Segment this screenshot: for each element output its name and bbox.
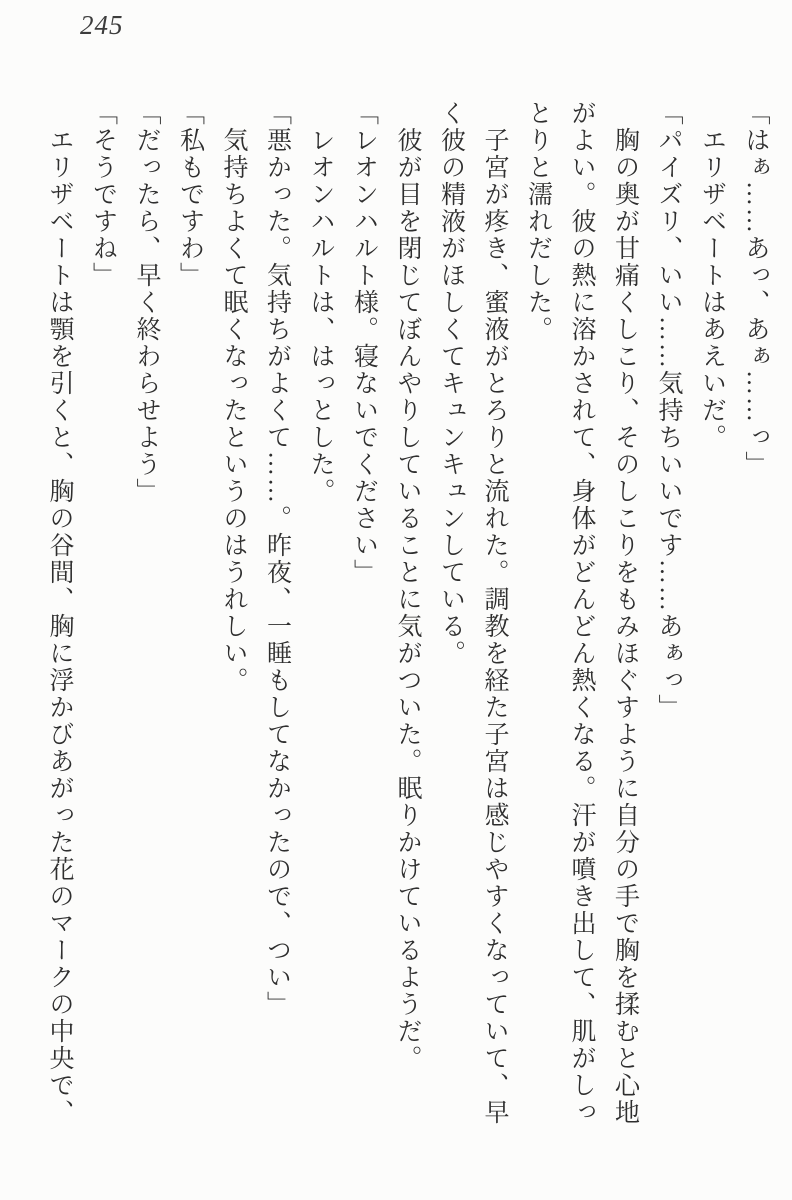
text-line: エリザベートは顎を引くと、胸の谷間、胸に浮かびあがった花のマークの中央で、 [46, 127, 73, 1126]
text-line: 彼が目を閉じてぼんやりしていることに気がついた。眠りかけているようだ。 [394, 127, 421, 1072]
text-line: とりと濡れだした。 [524, 100, 552, 343]
text-block [38, 100, 778, 1140]
text-line: 子宮が疼き、蜜液がとろりと流れた。調教を経た子宮は感じやすくなっていて、早 [481, 127, 508, 1126]
text-line: く彼の精液がほしくてキュンキュンしている。 [437, 100, 465, 667]
text-line: 「レオンハルト様。寝ないでください」 [350, 100, 378, 586]
text-line: 「パイズリ、いい……気持ちいいです……あぁっ」 [655, 100, 682, 721]
text-line: 「だったら、早く終わらせよう」 [133, 100, 160, 505]
text-line: 「そうですね」 [89, 100, 117, 289]
text-line: レオンハルトは、はっとした。 [307, 127, 334, 505]
text-line: 「悪かった。気持ちがよくて……。昨夜、一睡もしてなかったので、つい」 [263, 100, 291, 1018]
text-line: がよい。彼の熱に溶かされて、身体がどんどん熱くなる。汗が噴き出して、肌がしっ [568, 100, 595, 1126]
text-line: エリザベートはあえいだ。 [698, 127, 726, 451]
page-number: 245 [80, 10, 124, 40]
text-line: 「はぁ……あっ、あぁ……っ」 [742, 100, 769, 478]
text-line: 気持ちよくて眠くなったというのはうれしい。 [220, 127, 247, 694]
text-line: 胸の奥が甘痛くしこり、そのしこりをもみほぐすように自分の手で胸を揉むと心地 [611, 127, 639, 1126]
text-line: 「私もですわ」 [176, 100, 204, 289]
